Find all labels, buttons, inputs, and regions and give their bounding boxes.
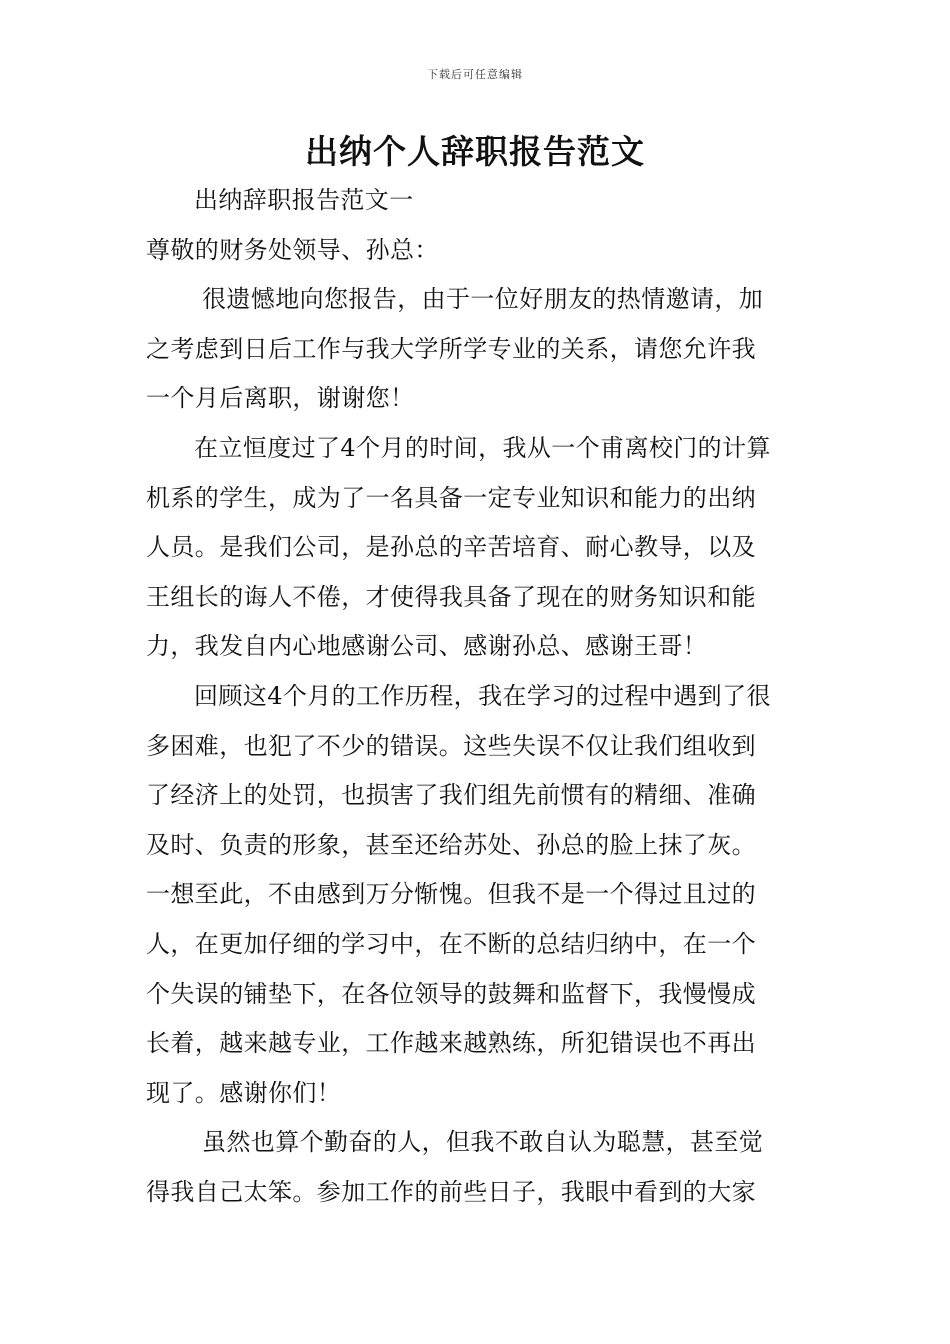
paragraph-line: 现了。感谢你们！: [146, 1078, 342, 1107]
paragraph-line: 虽然也算个勤奋的人，但我不敢自认为聪慧，甚至觉: [202, 1128, 764, 1157]
paragraph-line: 及时、负责的形象，甚至还给苏处、孙总的脸上抹了灰。: [146, 830, 756, 859]
paragraph-line: 长着，越来越专业，工作越来越熟练，所犯错误也不再出: [146, 1029, 756, 1058]
paragraph-line: 了经济上的处罚，也损害了我们组先前惯有的精细、准确: [146, 781, 756, 810]
section-heading: 出纳辞职报告范文一: [194, 186, 414, 214]
header-note: 下载后可任意编辑: [427, 68, 523, 81]
paragraph-line: 个失误的铺垫下，在各位领导的鼓舞和监督下，我慢慢成: [146, 979, 756, 1008]
paragraph-line: 多困难，也犯了不少的错误。这些失误不仅让我们组收到: [146, 731, 756, 760]
paragraph-line: 人，在更加仔细的学习中，在不断的总结归纳中，在一个: [146, 929, 756, 958]
paragraph-line: 一想至此，不由感到万分惭愧。但我不是一个得过且过的: [146, 880, 756, 909]
paragraph-line: 之考虑到日后工作与我大学所学专业的关系，请您允许我: [146, 334, 756, 363]
paragraph-line: 在立恒度过了4个月的时间，我从一个甫离校门的计算: [194, 433, 771, 462]
paragraph-line: 机系的学生，成为了一名具备一定专业知识和能力的出纳: [146, 483, 756, 512]
paragraph-line: 一个月后离职，谢谢您！: [146, 384, 415, 413]
document-body: [146, 176, 808, 1217]
paragraph-line: 力，我发自内心地感谢公司、感谢孙总、感谢王哥！: [146, 632, 708, 661]
paragraph-line: 很遗憾地向您报告，由于一位好朋友的热情邀请，加: [202, 285, 764, 314]
salutation: 尊敬的财务处领导、孙总：: [146, 235, 439, 264]
paragraph-line: 得我自己太笨。参加工作的前些日子，我眼中看到的大家: [146, 1177, 756, 1206]
document-title: 出纳个人辞职报告范文: [305, 132, 645, 171]
paragraph-line: 人员。是我们公司，是孙总的辛苦培育、耐心教导，以及: [146, 533, 756, 562]
paragraph-line: 王组长的诲人不倦，才使得我具备了现在的财务知识和能: [146, 582, 756, 611]
paragraph-line: 回顾这4个月的工作历程，我在学习的过程中遇到了很: [194, 681, 771, 710]
